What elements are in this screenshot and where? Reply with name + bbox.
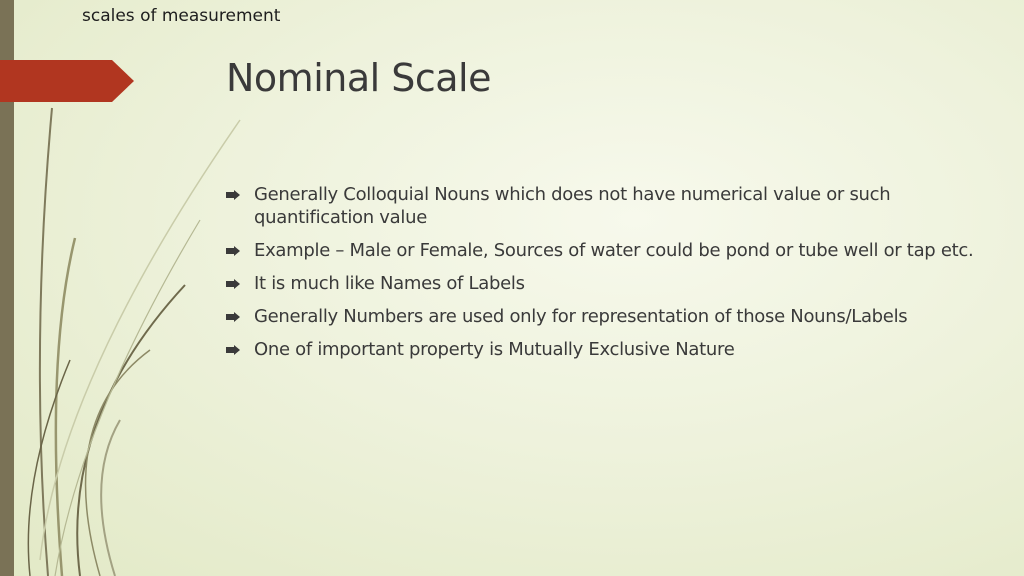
bullet-text: It is much like Names of Labels — [254, 273, 525, 294]
title-accent-arrow — [0, 60, 134, 102]
bullet-item — [226, 338, 986, 361]
header-text: scales of measurement — [82, 6, 281, 26]
bullet-item — [226, 183, 986, 229]
bullet-text: One of important property is Mutually Exclusive Nature — [254, 339, 735, 360]
bullet-text: Generally Colloquial Nouns which does not have numerical value or such quantification value — [254, 184, 891, 228]
arrow-right-icon — [226, 246, 240, 256]
bullet-text: Example – Male or Female, Sources of water could be pond or tube well or tap etc. — [254, 240, 974, 261]
bullet-text: Generally Numbers are used only for representation of those Nouns/Labels — [254, 306, 908, 327]
bullet-item — [226, 272, 986, 295]
arrow-right-icon — [226, 312, 240, 322]
bullet-item — [226, 239, 986, 262]
arrow-right-icon — [226, 279, 240, 289]
arrow-right-icon — [226, 190, 240, 200]
slide-title: Nominal Scale — [226, 56, 491, 100]
bullet-list — [226, 183, 986, 371]
bullet-item — [226, 305, 986, 328]
arrow-right-icon — [226, 345, 240, 355]
